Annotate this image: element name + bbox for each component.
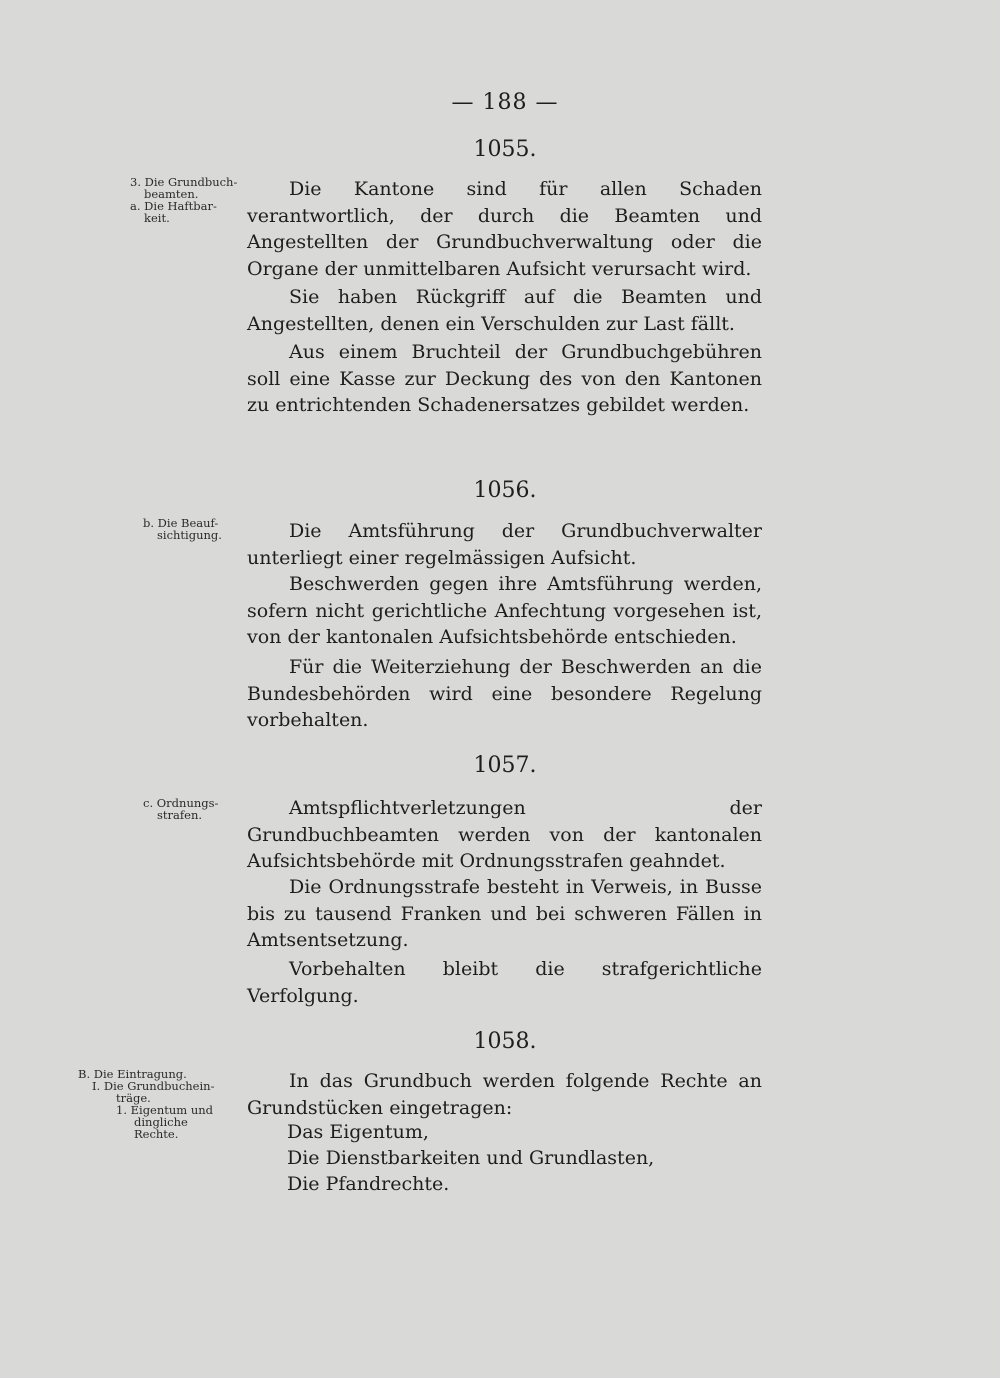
paragraph: Für die Weiterziehung der Beschwerden an die Bundesbehörden wird eine besondere Regelung vorbehalten.: [247, 656, 762, 731]
margin-note: [143, 797, 218, 821]
margin-note-line: dingliche: [134, 1115, 188, 1129]
margin-note: [130, 176, 237, 224]
paragraph: Amtspflichtverletzungen der Grundbuchbeamten werden von der kantonalen Aufsichtsbehörde mit Ordnungsstrafen geahndet.: [247, 797, 762, 872]
article-number: 1055.: [473, 137, 537, 162]
margin-note-line: 3. Die Grundbuch-: [130, 175, 238, 189]
margin-note-line: keit.: [144, 211, 170, 225]
article-number: 1057.: [473, 753, 537, 778]
margin-note-line: Rechte.: [134, 1127, 179, 1141]
margin-note-line: beamten.: [144, 187, 199, 201]
margin-note-line: strafen.: [157, 808, 203, 822]
paragraph: Beschwerden gegen ihre Amtsführung werden, sofern nicht gerichtliche Anfechtung vorgesehen ist, von der kantonalen Aufsichtsbehörde entschieden.: [247, 573, 762, 648]
margin-note: [78, 1068, 214, 1140]
margin-note-line: sichtigung.: [157, 528, 222, 542]
margin-note-line: b. Die Beauf-: [143, 516, 219, 530]
paragraph: Aus einem Bruchteil der Grundbuchgebühren soll eine Kasse zur Deckung des von den Kantonen zu entrichtenden Schadenersatzes gebildet werden.: [247, 341, 762, 416]
margin-note-line: I. Die Grundbuchein-: [92, 1079, 215, 1093]
article-number: 1056.: [473, 478, 537, 503]
list-item: Die Pfandrechte.: [287, 1173, 450, 1195]
list-item: Das Eigentum,: [287, 1121, 429, 1143]
paragraph: Die Amtsführung der Grundbuchverwalter unterliegt einer regelmässigen Aufsicht.: [247, 520, 762, 569]
margin-note-line: 1. Eigentum und: [116, 1103, 214, 1117]
article-number: 1058.: [473, 1029, 537, 1054]
paragraph: In das Grundbuch werden folgende Rechte an Grundstücken eingetragen:: [247, 1070, 762, 1119]
margin-note-line: B. Die Eintragung.: [78, 1067, 187, 1081]
margin-note-line: c. Ordnungs-: [143, 796, 219, 810]
page-number: — 188 —: [451, 90, 559, 115]
margin-note-line: a. Die Haftbar-: [130, 199, 217, 213]
paragraph: Vorbehalten bleibt die strafgerichtliche Verfolgung.: [247, 958, 762, 1007]
margin-note-line: träge.: [116, 1091, 151, 1105]
paragraph: Die Ordnungsstrafe besteht in Verweis, in Busse bis zu tausend Franken und bei schweren Fällen in Amtsentsetzung.: [247, 876, 762, 951]
paragraph: Die Kantone sind für allen Schaden verantwortlich, der durch die Beamten und Angestellten der Grundbuchverwaltung oder die Organe der unmittelbaren Aufsicht verursacht wird.: [247, 178, 762, 280]
list-item: Die Dienstbarkeiten und Grundlasten,: [287, 1147, 655, 1169]
paragraph: Sie haben Rückgriff auf die Beamten und Angestellten, denen ein Verschulden zur Last fällt.: [247, 286, 762, 335]
margin-note: [143, 517, 222, 541]
